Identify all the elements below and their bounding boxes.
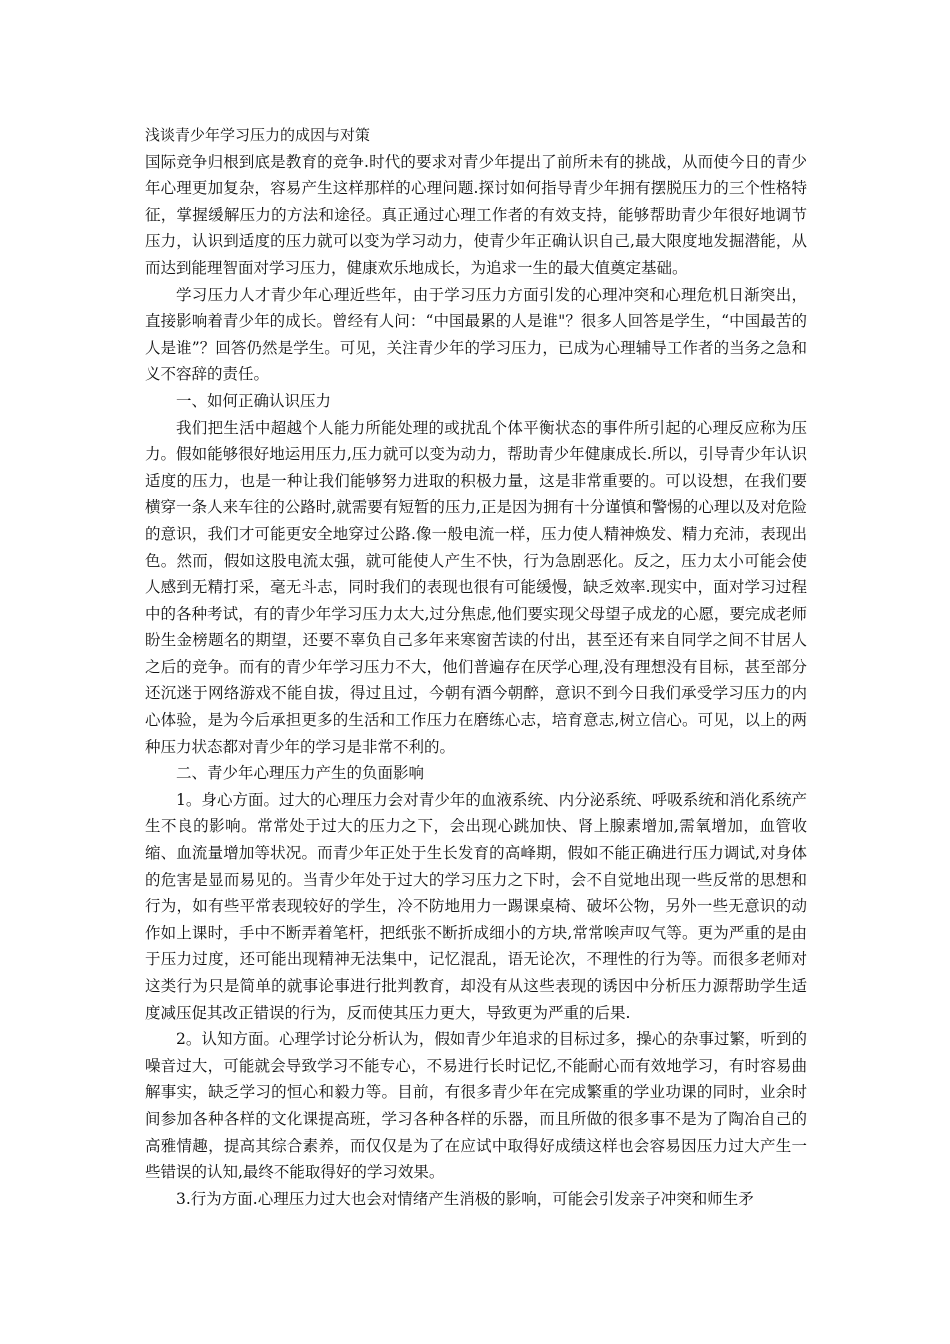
section-heading-2: 二、青少年心理压力产生的负面影响 <box>176 764 425 783</box>
paragraph-intro: 学习压力人才青少年心理近些年，由于学习压力方面引发的心理冲突和心理危机日渐突出，直接影响着青少年的成长。曾经有人问：“中国最累的人是谁"？很多人回答是学生，“中国最苦的人是谁”？回答仍然是学生。可见，关注青少年的学习压力，已成为心理辅导工作者的当务之急和义不容辞的责任。 <box>145 285 807 384</box>
document-title: 浅谈青少年学习压力的成因与对策 <box>145 126 371 144</box>
paragraph-point-1: 1。身心方面。过大的心理压力会对青少年的血液系统、内分泌系统、呼吸系统和消化系统产生不良的影响。常常处于过大的压力之下，会出现心跳加快、肾上腺素增加,需氧增加，血管收缩、血流量增加等状况。而青少年正处于生长发育的高峰期，假如不能正确进行压力调试,对身体的危害是显而易见的。当青少年处于过大的学习压力之下时，会不自觉地出现一些反常的思想和行为，如有些平常表现较好的学生，冷不防地用力一踢课桌椅、破坏公物，另外一些无意识的动作如上课时，手中不断弄着笔杆，把纸张不断折成细小的方块,常常唉声叹气等。更为严重的是由于压力过度，还可能出现精神无法集中，记忆混乱，语无论次，不理性的行为等。而很多老师对这类行为只是简单的就事论事进行批判教育，却没有从这些表现的诱因中分析压力源帮助学生适度减压促其改正错误的行为，反而使其压力更大，导致更为严重的后果. <box>145 790 807 1022</box>
paragraph-point-3: 3.行为方面.心理压力过大也会对情绪产生消极的影响，可能会引发亲子冲突和师生矛 <box>176 1189 754 1208</box>
paragraph-point-2: 2。认知方面。心理学讨论分析认为，假如青少年追求的目标过多，操心的杂事过繁，听到的噪音过大，可能就会导致学习不能专心，不易进行长时记忆,不能耐心而有效地学习，有时容易曲解事实，缺乏学习的恒心和毅力等。目前，有很多青少年在完成繁重的学业功课的同时，业余时间参加各种各样的文化课提高班，学习各种各样的乐器，而且所做的很多事不是为了陶冶自己的高雅情趣，提高其综合素养，而仅仅是为了在应试中取得好成绩这样也会容易因压力过大产生一些错误的认知,最终不能取得好的学习效果。 <box>145 1030 807 1182</box>
section-heading-1: 一、如何正确认识压力 <box>176 391 332 410</box>
paragraph-section-1: 我们把生活中超越个人能力所能处理的或扰乱个体平衡状态的事件所引起的心理反应称为压力。假如能够很好地运用压力,压力就可以变为动力，帮助青少年健康成长.所以，引导青少年认识适度的压力，也是一种让我们能够努力进取的积极力量，这是非常重要的。可以设想，在我们要横穿一条人来车往的公路时,就需要有短暂的压力,正是因为拥有十分谨慎和警惕的心理以及对危险的意识，我们才可能更安全地穿过公路.像一般电流一样，压力使人精神焕发、精力充沛，表现出色。然而，假如这股电流太强，就可能使人产生不快，行为急剧恶化。反之，压力太小可能会使人感到无精打采，毫无斗志，同时我们的表现也很有可能缓慢，缺乏效率.现实中，面对学习过程中的各种考试，有的青少年学习压力太大,过分焦虑,他们要实现父母望子成龙的心愿，要完成老师盼生金榜题名的期望，还要不辜负自己多年来寒窗苦读的付出，甚至还有来自同学之间不甘居人之后的竞争。而有的青少年学习压力不大，他们普遍存在厌学心理,没有理想没有目标，甚至部分还沉迷于网络游戏不能自拔，得过且过，今朝有酒今朝醉，意识不到今日我们承受学习压力的内心体验，是为今后承担更多的生活和工作压力在磨练心志，培育意志,树立信心。可见，以上的两种压力状态都对青少年的学习是非常不利的。 <box>145 418 807 756</box>
document-body <box>145 122 807 1212</box>
paragraph-abstract: 国际竞争归根到底是教育的竞争.时代的要求对青少年提出了前所未有的挑战，从而使今日的青少年心理更加复杂，容易产生这样那样的心理问题.探讨如何指导青少年拥有摆脱压力的三个性格特征，掌握缓解压力的方法和途径。真正通过心理工作者的有效支持，能够帮助青少年很好地调节压力，认识到适度的压力就可以变为学习动力，使青少年正确认识自己,最大限度地发掘潜能，从而达到能理智面对学习压力，健康欢乐地成长，为追求一生的最大值奠定基础。 <box>145 152 807 277</box>
